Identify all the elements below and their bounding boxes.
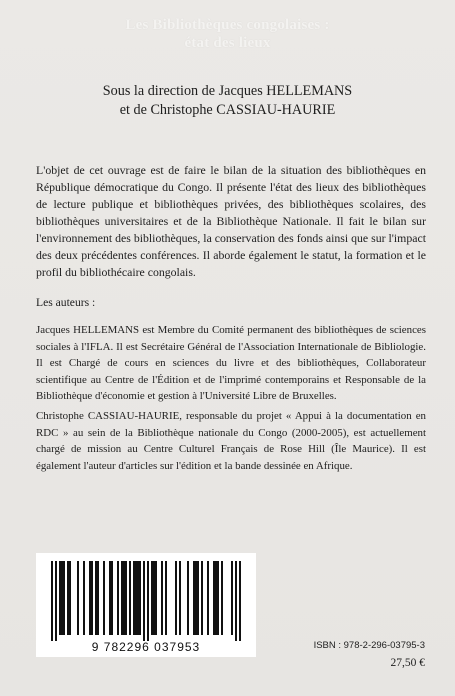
barcode-bar bbox=[207, 561, 209, 635]
barcode-bar bbox=[239, 561, 241, 641]
barcode-bar bbox=[91, 561, 93, 635]
book-title-line-1: Les Bibliothèques congolaises : bbox=[125, 17, 330, 33]
barcode-bar bbox=[151, 561, 153, 635]
barcode-bar bbox=[111, 561, 113, 635]
barcode-bar bbox=[187, 561, 189, 635]
barcode-graphic bbox=[36, 553, 256, 657]
barcode-bar bbox=[179, 561, 181, 635]
barcode-bar bbox=[197, 561, 199, 635]
barcode-bar bbox=[77, 561, 79, 635]
barcode-bar bbox=[175, 561, 177, 635]
barcode-bar bbox=[67, 561, 69, 635]
barcode-bar bbox=[135, 561, 137, 635]
barcode-bar bbox=[63, 561, 65, 635]
barcode-bar bbox=[95, 561, 97, 635]
barcode-bar bbox=[153, 561, 155, 635]
author-bio-cassiau-haurie: Christophe CASSIAU-HAURIE, responsable du projet « Appui à la documentation en RDC » au sein de la Bibliothèque nationale du Congo (2000-2005), est actuellement chargé de mission au Centre Culturel Français de Rose Hill (Île Maurice). Il est également l'auteur d'articles sur l'édition et la bande dessinée en Afrique. bbox=[36, 410, 426, 472]
barcode-bar bbox=[117, 561, 119, 635]
barcode-bar bbox=[215, 561, 217, 635]
book-title-line-2: état des lieux bbox=[184, 35, 271, 51]
barcode-bar bbox=[217, 561, 219, 635]
barcode-bar bbox=[201, 561, 203, 635]
barcode-bar bbox=[51, 561, 53, 641]
barcode-bar bbox=[125, 561, 127, 635]
barcode-bar bbox=[195, 561, 197, 635]
barcode-bar bbox=[231, 561, 233, 635]
barcode-bar bbox=[121, 561, 123, 635]
barcode-bar bbox=[129, 561, 131, 635]
barcode-bar bbox=[221, 561, 223, 635]
barcode-bar bbox=[213, 561, 215, 635]
editor-line-1: Sous la direction de Jacques HELLEMANS bbox=[102, 83, 353, 99]
book-summary: L'objet de cet ouvrage est de faire le bilan de la situation des bibliothèques en République démocratique du Congo. Il présente l'état des lieux des bibliothèques de lecture publique et bibliothèques privées, des bibliothèques scolaires, des bibliothèques universitaires et de la Bibliothèque Nationale. Il fait le bilan sur l'environnement des bibliothèques, la conservation des fonds ainsi que sur l'impact des deux précédentes conférences. Il aborde également le statut, la formation et le profil du bibliothécaire congolais. bbox=[36, 163, 426, 279]
barcode-bar bbox=[109, 561, 111, 635]
barcode-bar bbox=[193, 561, 195, 635]
barcode-bar bbox=[89, 561, 91, 635]
author-bio-hellemans: Jacques HELLEMANS est Membre du Comité permanent des bibliothèques de sciences sociales à l'IFLA. Il est Secrétaire Général de l'Association Internationale de Bibliologie. Il est Chargé de cours en sciences du livre et des bibliothèques, Collaborateur scientifique au Centre de l'Édition et de l'imprimé contemporains et Responsable de la Bibliothèque d'économie et gestion à l'Université Libre de Bruxelles. bbox=[36, 324, 426, 402]
barcode-bar bbox=[133, 561, 135, 635]
barcode-bar bbox=[55, 561, 57, 641]
barcode bbox=[36, 553, 256, 657]
isbn: ISBN : 978-2-296-03795-3 bbox=[313, 640, 425, 651]
barcode-bar bbox=[143, 561, 145, 641]
barcode-bar bbox=[97, 561, 99, 635]
barcode-bar bbox=[59, 561, 61, 635]
barcode-bar bbox=[139, 561, 141, 635]
barcode-bar bbox=[147, 561, 149, 641]
barcode-bar bbox=[61, 561, 63, 635]
barcode-number: 9 782296 037953 bbox=[91, 640, 201, 654]
barcode-bar bbox=[69, 561, 71, 635]
authors-heading: Les auteurs : bbox=[36, 296, 96, 309]
barcode-bars bbox=[51, 561, 241, 641]
barcode-bar bbox=[165, 561, 167, 635]
barcode-bar bbox=[155, 561, 157, 635]
barcode-bar bbox=[235, 561, 237, 641]
barcode-bar bbox=[123, 561, 125, 635]
barcode-bar bbox=[137, 561, 139, 635]
barcode-bar bbox=[83, 561, 85, 635]
barcode-bar bbox=[103, 561, 105, 635]
barcode-bar bbox=[161, 561, 163, 635]
price: 27,50 € bbox=[390, 657, 425, 669]
editor-line-2: et de Christophe CASSIAU-HAURIE bbox=[119, 102, 336, 118]
